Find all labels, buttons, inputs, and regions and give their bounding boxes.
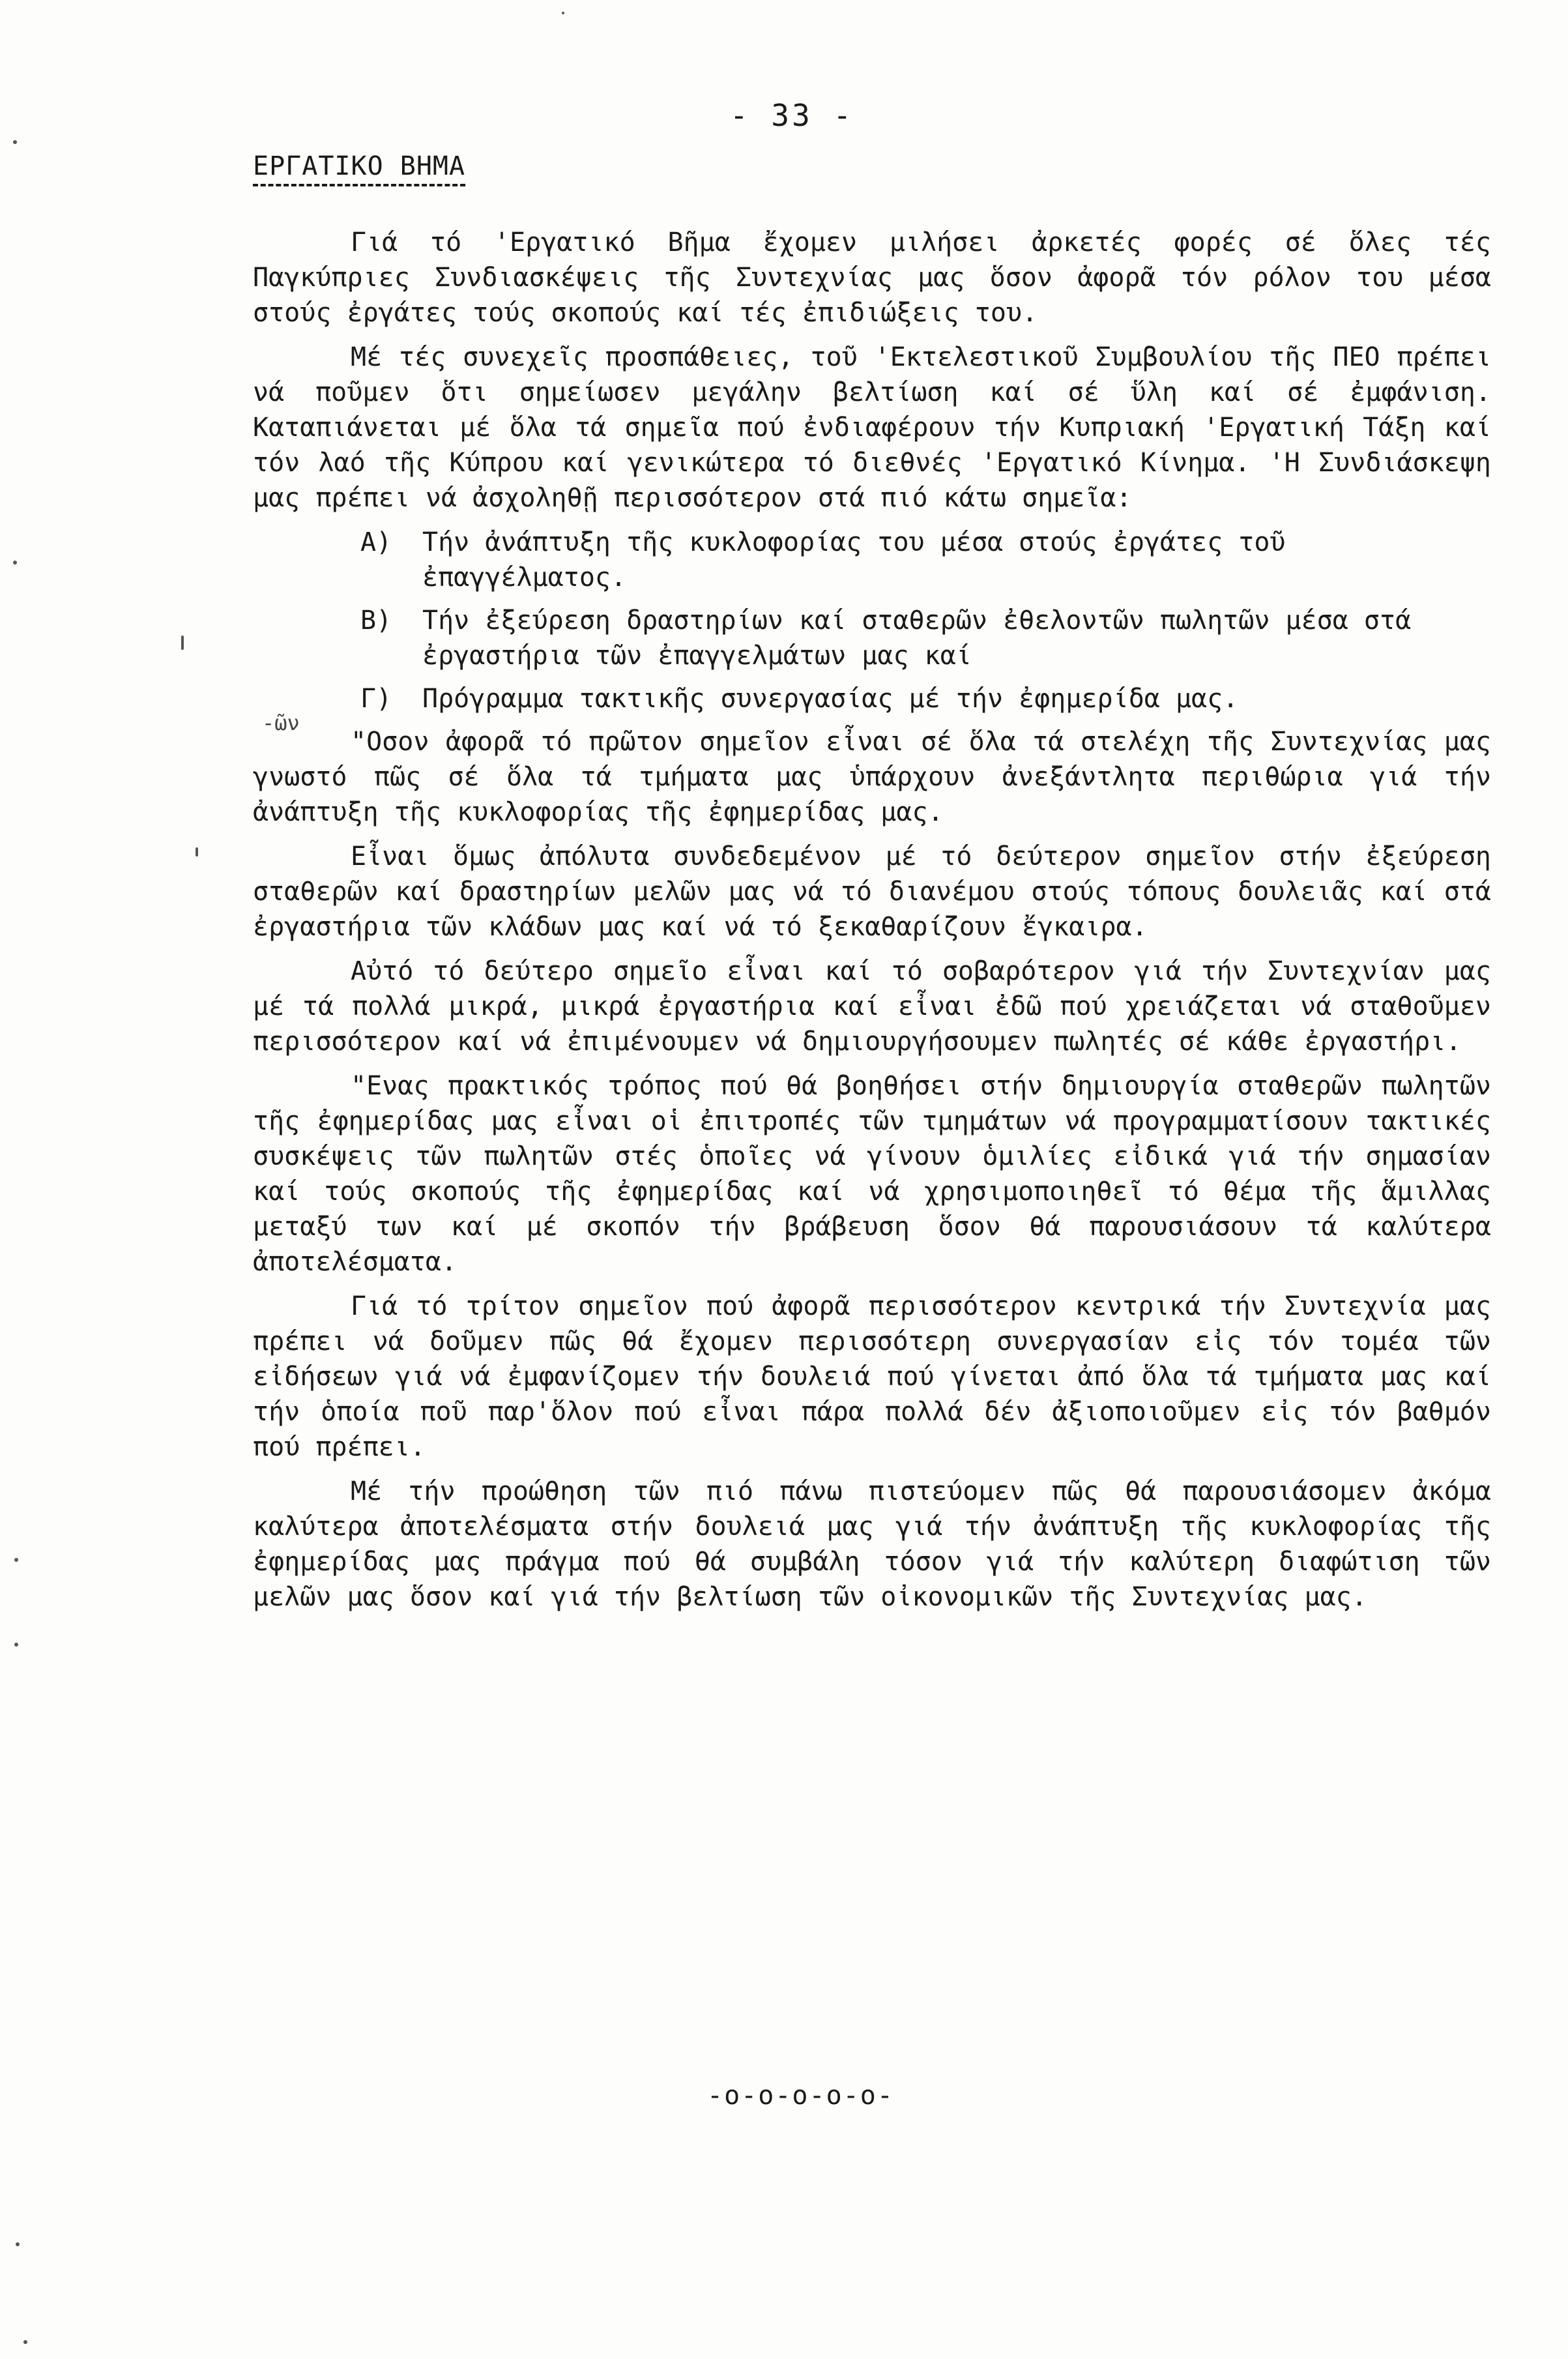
list-item (360, 603, 1491, 673)
list-item (360, 681, 1491, 716)
scan-speck (13, 140, 17, 144)
paragraph: Μέ τές συνεχεῖς προσπάθειες, τοῦ 'Εκτελεστικοῦ Συμβουλίου τῆς ΠΕΟ πρέπει νά ποῦμεν ὅτι σημείωσεν μεγάλην βελτίωση καί σέ ὕλη καί σέ ἐμφάνιση. Καταπιάνεται μέ ὅλα τά σημεῖα πού ἐνδιαφέρουν τήν Κυπριακή 'Εργατική Τάξη καί τόν λαό τῆς Κύπρου καί γενικώτερα τό διεθνές 'Εργατικό Κίνημα. 'Η Συνδιάσκεψη μας πρέπει νά ἀσχοληθῇ περισσότερον στά πιό κάτω σημεῖα: (253, 342, 1491, 513)
list-item-text: Τήν ἀνάπτυξη τῆς κυκλοφορίας του μέσα στούς ἐργάτες τοῦ ἐπαγγέλματος. (422, 527, 1286, 593)
list-item-text: Τήν ἐξεύρεση δραστηρίων καί σταθερῶν ἐθελοντῶν πωλητῶν μέσα στά ἐργαστήρια τῶν ἐπαγγελμάτων μας καί (422, 606, 1412, 671)
body-text (253, 225, 1491, 1624)
scan-speck (23, 2340, 27, 2344)
paragraph: Αὐτό τό δεύτερο σημεῖο εἶναι καί τό σοβαρότερον γιά τήν Συντεχνίαν μας μέ τά πολλά μικρά, μικρά ἐργαστήρια καί εἶναι ἐδῶ πού χρειάζεται νά σταθοῦμεν περισσότερον καί νά ἐπιμένουμεν νά δημιουργήσουμεν πωλητές σέ κάθε ἐργαστήρι. (253, 956, 1491, 1057)
numbered-list (253, 525, 1491, 716)
paragraph: "Οσον ἀφορᾶ τό πρῶτον σημεῖον εἶναι σέ ὅλα τά στελέχη τῆς Συντεχνίας μας γνωστό πῶς σέ ὅλα τά τμήματα μας ὑπάρχουν ἀνεξάντλητα περιθώρια γιά τήν ἀνάπτυξη τῆς κυκλοφορίας τῆς ἐφημερίδας μας. (253, 727, 1491, 827)
paragraph: "Ενας πρακτικός τρόπος πού θά βοηθήσει στήν δημιουργία σταθερῶν πωλητῶν τῆς ἐφημερίδας μας εἶναι οἱ ἐπιτροπές τῶν τμημάτων νά προγραμματίσουν τακτικές συσκέψεις τῶν πωλητῶν στές ὁποῖες νά γίνουν ὁμιλίες εἰδικά γιά τήν σημασίαν καί τούς σκοπούς τῆς ἐφημερίδας καί νά χρησιμοποιηθεῖ τό θέμα τῆς ἅμιλλας μεταξύ των καί μέ σκοπόν τήν βράβευση ὅσον θά παρουσιάσουν τά καλύτερα ἀποτελέσματα. (253, 1071, 1491, 1277)
scan-speck (13, 561, 17, 564)
paragraph: Γιά τό 'Εργατικό Βῆμα ἔχομεν μιλήσει ἀρκετές φορές σέ ὅλες τές Παγκύπριες Συνδιασκέψεις τῆς Συντεχνίας μας ὅσον ἀφορᾶ τόν ρόλον του μέσα στούς ἐργάτες τούς σκοπούς καί τές ἐπιδιώξεις του. (253, 227, 1491, 328)
paragraph: Εἶναι ὅμως ἀπόλυτα συνδεδεμένον μέ τό δεύτερον σημεῖον στήν ἐξεύρεση σταθερῶν καί δραστηρίων μελῶν μας νά τό διανέμου στούς τόπους δουλειᾶς καί στά ἐργαστήρια τῶν κλάδων μας καί νά τό ξεκαθαρίζουν ἔγκαιρα. (253, 842, 1491, 942)
scan-speck (562, 12, 564, 14)
margin-note: -ῶν (262, 711, 300, 735)
paragraph: Μέ τήν προώθηση τῶν πιό πάνω πιστεύομεν πῶς θά παρουσιάσομεν ἀκόμα καλύτερα ἀποτελέσματα στήν δουλειά μας γιά τήν ἀνάπτυξη τῆς κυκλοφορίας τῆς ἐφημερίδας μας πράγμα πού θά συμβάλη τόσον γιά τήν καλύτερη διαφώτιση τῶν μελῶν μας ὅσον καί γιά τήν βελτίωση τῶν οἰκονομικῶν τῆς Συντεχνίας μας. (253, 1476, 1491, 1612)
section-heading: ΕΡΓΑΤΙΚΟ ΒΗΜΑ (253, 151, 465, 186)
scan-speck (181, 636, 184, 650)
scan-speck (196, 847, 198, 857)
paragraph: Γιά τό τρίτον σημεῖον πού ἀφορᾶ περισσότερον κεντρικά τήν Συντεχνία μας πρέπει νά δοῦμεν πῶς θά ἔχομεν περισσότερη συνεργασίαν εἰς τόν τομέα τῶν εἰδήσεων γιά νά ἐμφανίζομεν τήν δουλειά πού γίνεται ἀπό ὅλα τά τμήματα μας καί τήν ὁποία ποῦ παρ'ὅλον πού εἶναι πάρα πολλά δέν ἀξιοποιοῦμεν εἰς τόν βαθμόν πού πρέπει. (253, 1291, 1491, 1462)
list-marker: Β) (360, 606, 392, 636)
scan-speck (14, 1643, 18, 1647)
scan-speck (16, 2242, 20, 2246)
end-mark: -o-o-o-o-o- (707, 2081, 894, 2111)
list-item-text: Πρόγραμμα τακτικῆς συνεργασίας μέ τήν ἐφημερίδα μας. (422, 684, 1239, 714)
scan-speck (14, 1558, 18, 1562)
list-marker: Α) (360, 527, 392, 557)
page-number: - 33 - (730, 98, 854, 133)
list-marker: Γ) (360, 684, 392, 714)
list-item (360, 525, 1491, 595)
